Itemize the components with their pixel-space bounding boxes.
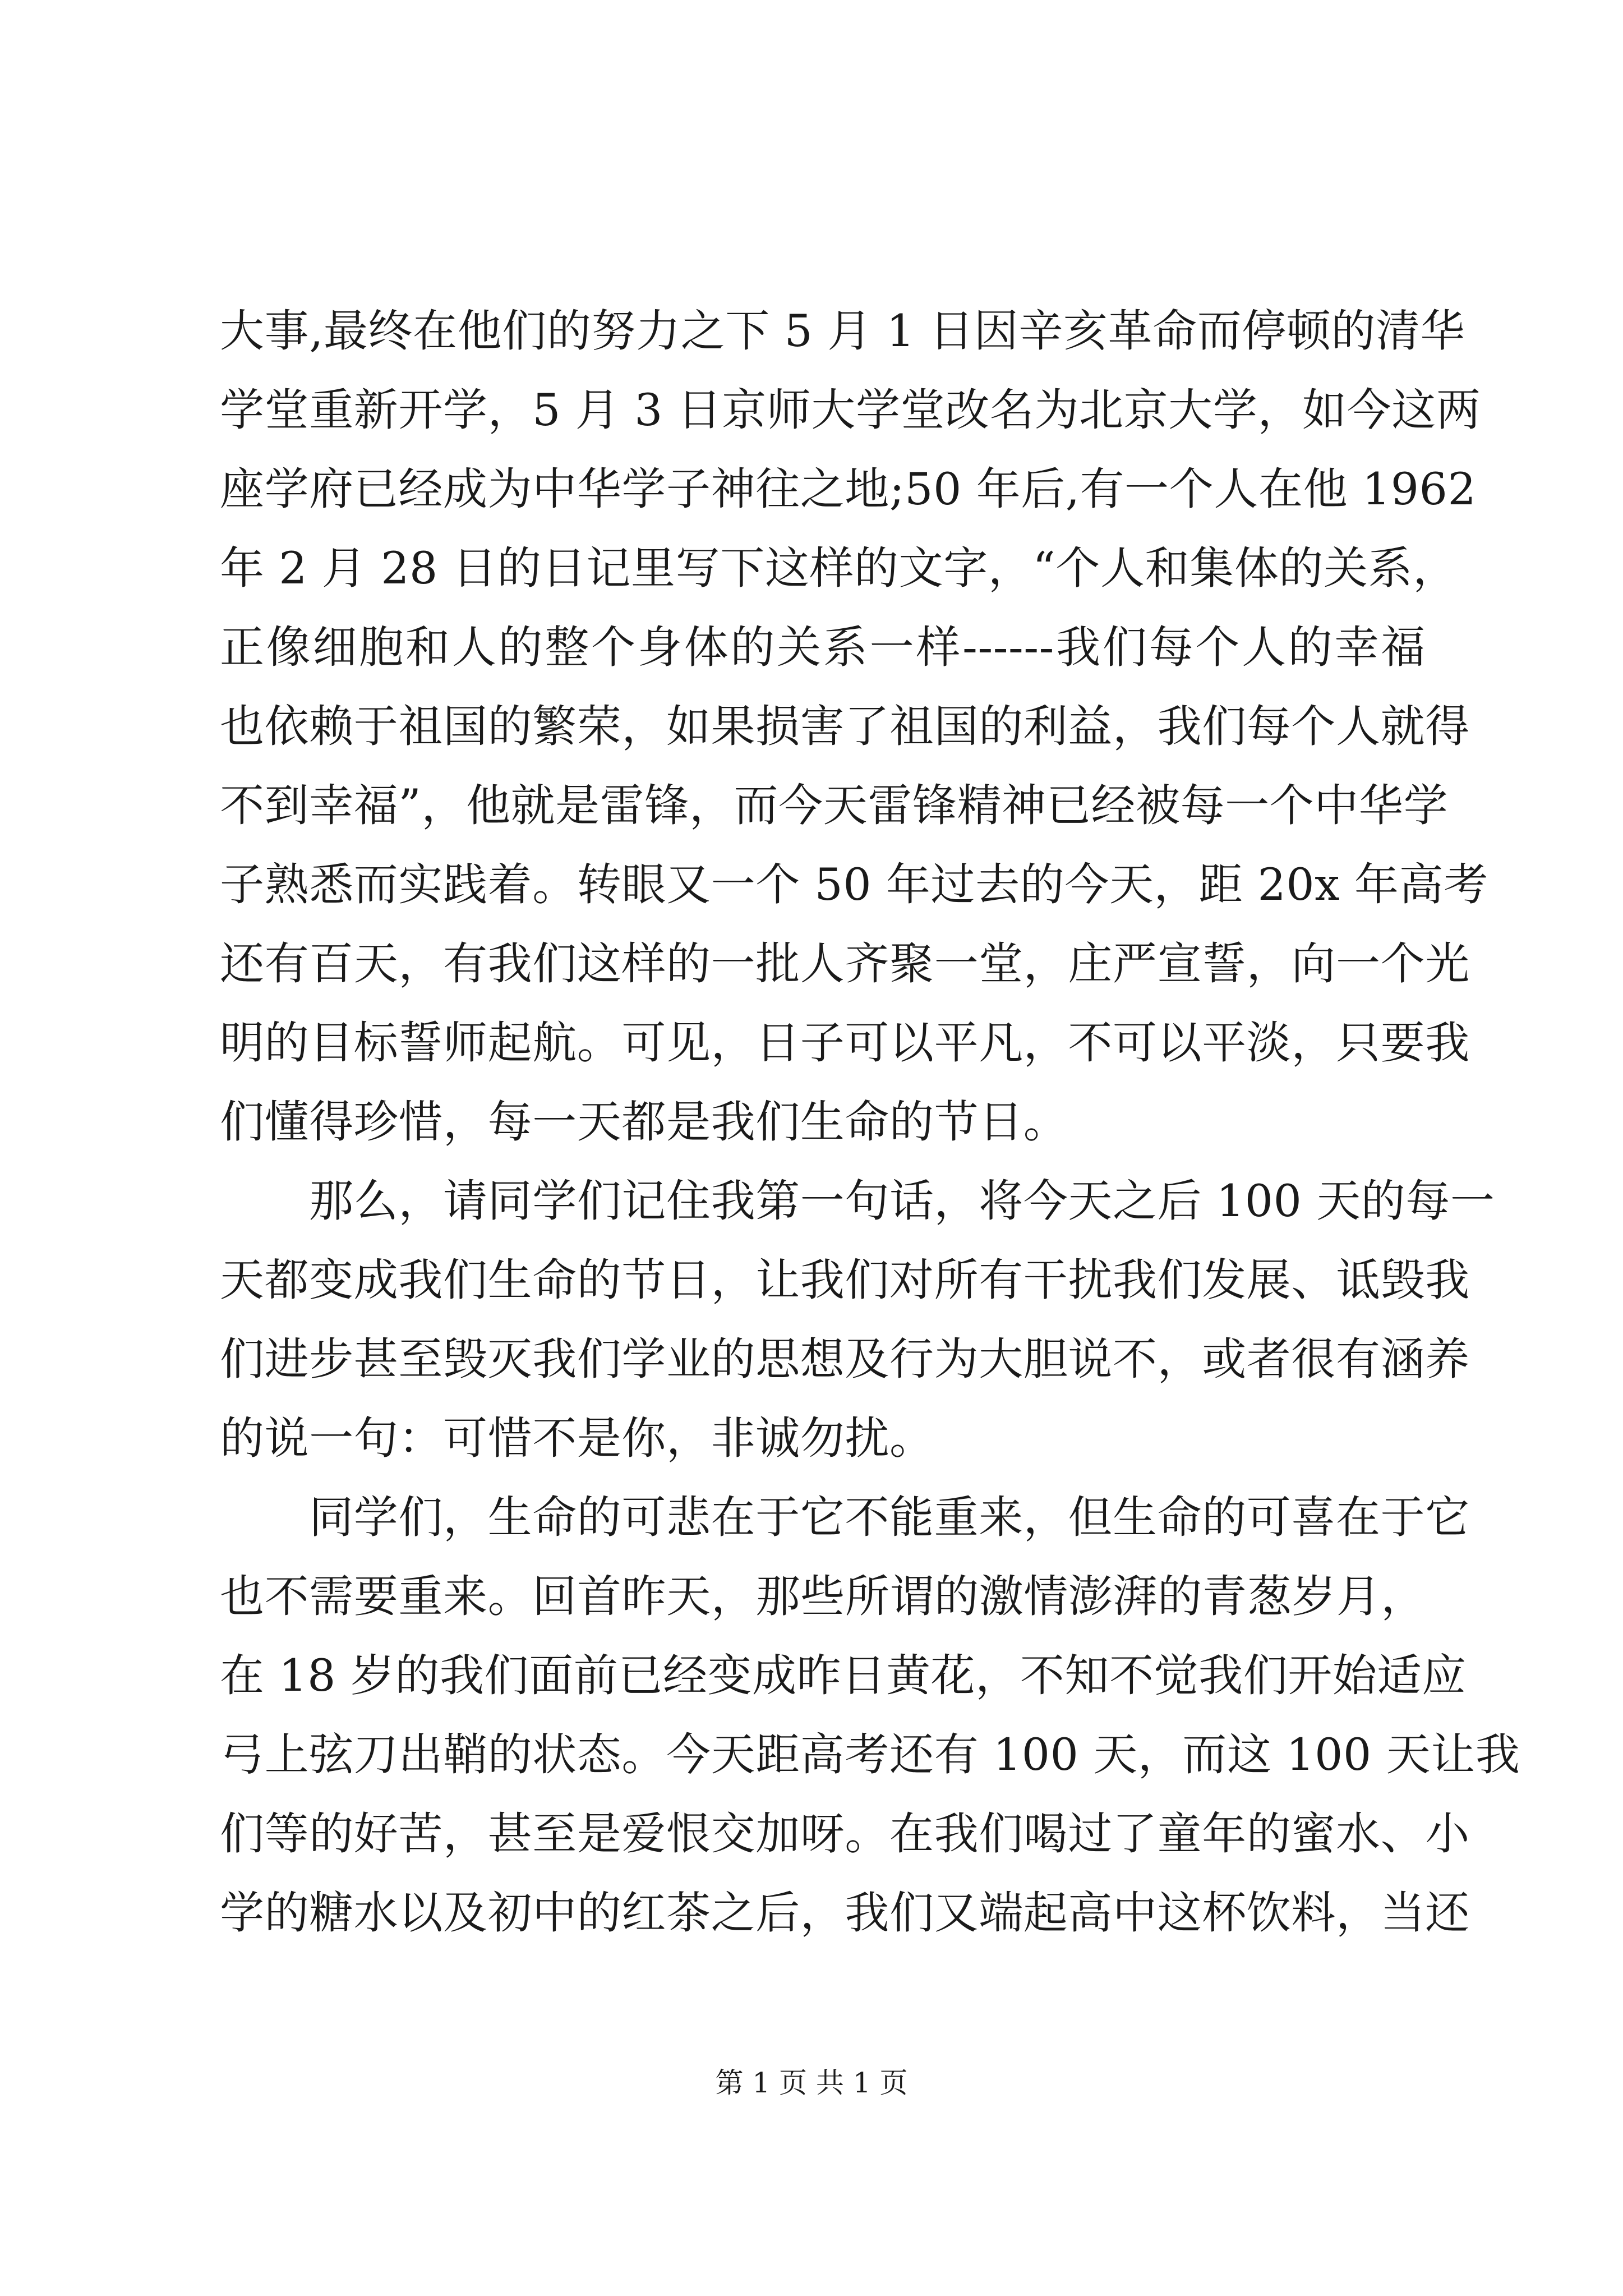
body-text [220,292,1520,1953]
paragraph-end-line: 的说一句：可惜不是你，非诚勿扰。 [220,1412,934,1464]
text-line: 大事,最终在他们的努力之下 5 月 1 日因辛亥革命而停顿的清华 [220,305,1465,357]
text-line: 弓上弦刀出鞘的状态。今天距高考还有 100 天，而这 100 天让我 [220,1729,1520,1780]
text-line: 也不需要重来。回首昨天，那些所谓的激情澎湃的青葱岁月， [220,1571,1426,1622]
text-line: 正像细胞和人的整个身体的关系一样------我们每个人的幸福 [220,622,1426,673]
text-line: 不到幸福”，他就是雷锋，而今天雷锋精神已经被每一个中华学 [220,780,1449,831]
paragraph-end-line: 们懂得珍惜，每一天都是我们生命的节日。 [220,1096,1068,1148]
text-line: 学的糖水以及初中的红茶之后，我们又端起高中这杯饮料，当还 [220,1887,1470,1939]
text-line: 在 18 岁的我们面前已经变成昨日黄花，不知不觉我们开始适应 [220,1650,1467,1701]
text-line: 座学府已经成为中华学子神往之地;50 年后,有一个人在他 1962 [220,463,1477,515]
text-line: 还有百天，有我们这样的一批人齐聚一堂，庄严宣誓，向一个光 [220,938,1470,990]
text-line: 学堂重新开学，5 月 3 日京师大学堂改名为北京大学，如今这两 [220,384,1481,436]
text-line: 天都变成我们生命的节日，让我们对所有干扰我们发展、诋毁我 [220,1254,1470,1306]
text-line: 明的目标誓师起航。可见，日子可以平凡，不可以平淡，只要我 [220,1017,1470,1069]
text-line: 子熟悉而实践着。转眼又一个 50 年过去的今天，距 20x 年高考 [220,859,1488,910]
text-line: 年 2 月 28 日的日记里写下这样的文字，“个人和集体的关系， [220,542,1458,594]
page-footer: 第 1 页 共 1 页 [715,2067,908,2099]
text-line: 那么，请同学们记住我第一句话，将今天之后 100 天的每一 [220,1175,1495,1227]
text-line: 们进步甚至毁灭我们学业的思想及行为大胆说不，或者很有涵养 [220,1333,1470,1385]
text-line: 也依赖于祖国的繁荣，如果损害了祖国的利益，我们每个人就得 [220,701,1470,752]
text-line: 们等的好苦，甚至是爱恨交加呀。在我们喝过了童年的蜜水、小 [220,1808,1470,1860]
text-line: 同学们，生命的可悲在于它不能重来，但生命的可喜在于它 [220,1492,1470,1543]
